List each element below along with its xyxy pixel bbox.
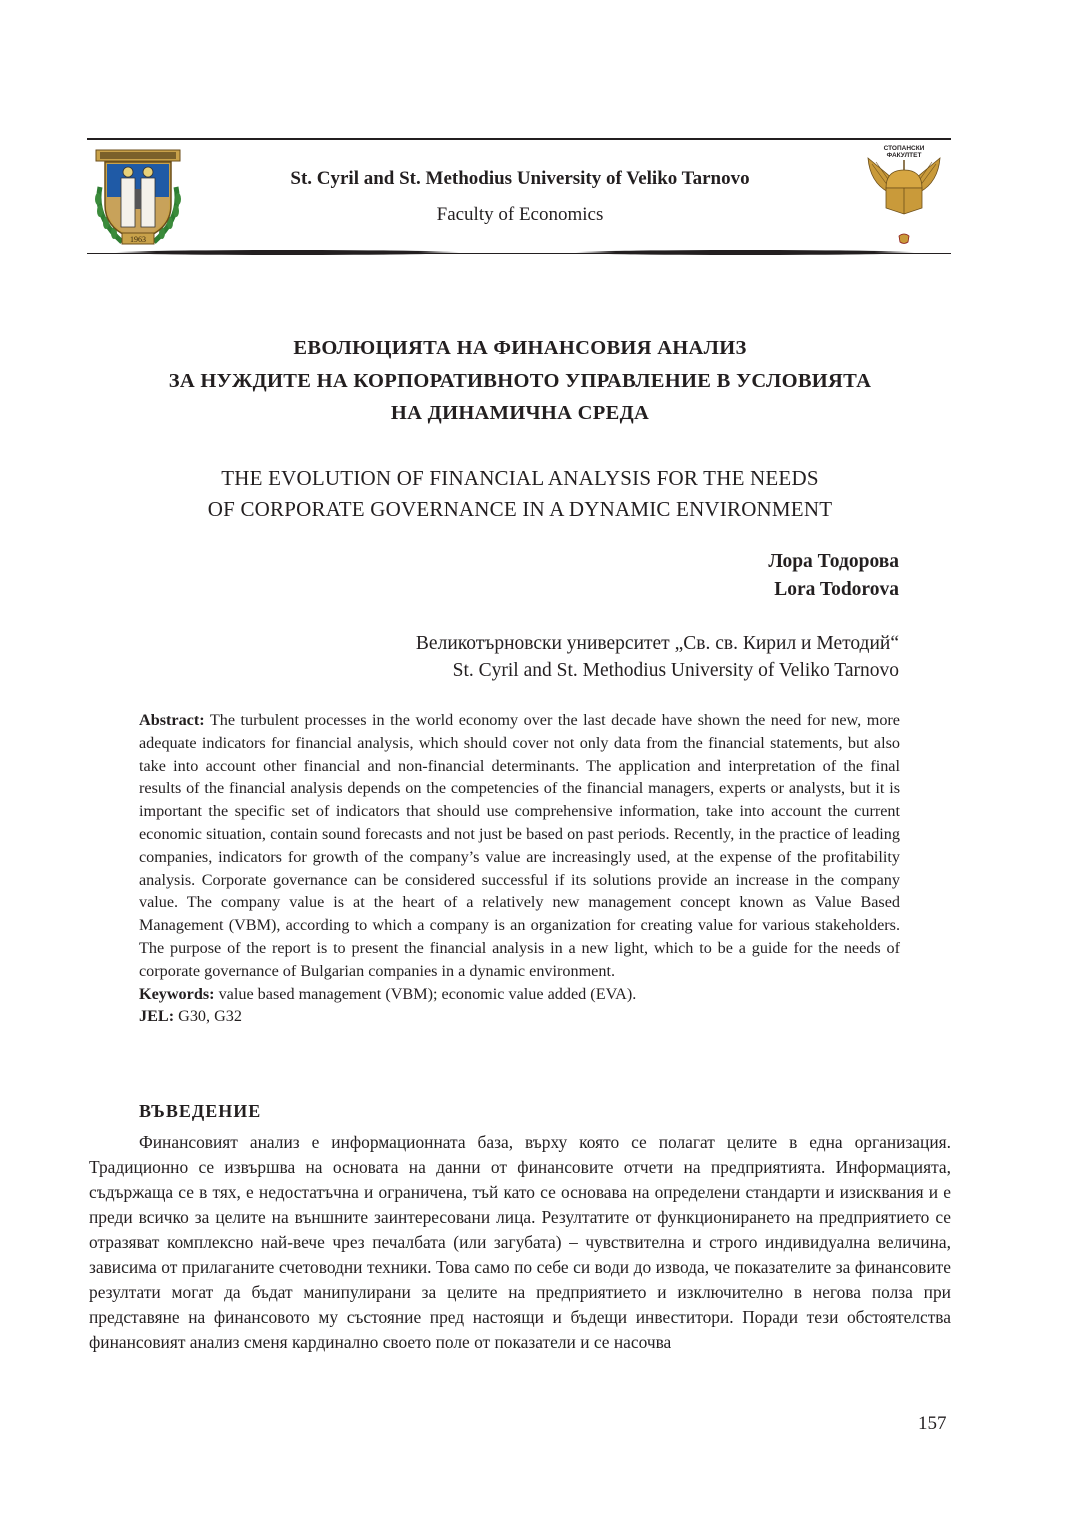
section-heading-introduction: ВЪВЕДЕНИЕ [139,1101,262,1121]
jel-label: JEL: [139,1007,175,1026]
jel-line [139,1005,900,1028]
svg-text:1963: 1963 [130,235,146,244]
author-affiliation-bg: Великотърновски университет „Св. св. Кирил и Методий“ [415,633,899,654]
page-number: 157 [918,1413,947,1434]
faculty-emblem-icon [866,142,942,248]
keywords-text: value based management (VBM); economic value added (EVA). [214,984,637,1003]
abstract-paragraph [139,709,900,983]
keywords-line [139,983,900,1006]
abstract-block [139,709,900,1028]
abstract-text: The turbulent processes in the world economy over the last decade have shown the need for new, more adequate indicators for financial analysis, which should cover not only data from the financial statements, but also take into account other financial and non-financial determinants. The application and interpretation of the final results of the financial analysis depends on the competencies of the financial managers, experts or analysts, but it is important the specific set of indicators that should use comprehensive information, take into account the current economic situation, contain sound forecasts and not just be based on past periods. Recently, in the practice of leading companies, indicators for growth of the company’s value are increasingly used, at the expense of the profitability analysis. Corporate governance can be considered successful if its solutions provide an increase in the company value. The company value is at the heart of a relatively new management concept known as Value Based Management (VBM), according to which a company is an organization for creating value for various stakeholders. The purpose of the report is to present the financial analysis in a new light, which to be a guide for the needs of corporate governance of Bulgarian companies in a dynamic environment. [139,711,900,980]
introduction-paragraph: Финансовият анализ е информационната база, върху която се полагат целите в една организация. Традиционно се извършва на основата на данни от финансовите отчети на предприятията. Информацията, съдържаща се в тях, е недостатъчна и ограничена, тъй като се основава на определени стандарти и изисквания и е преди всичко за целите на външните заинтересовани лица. Резултатите от функционирането на предприятието се отразяват комплексно най-вече чрез печалбата (или загубата) – чувствителна и строго индивидуална величина, зависима от прилаганите счетоводни техники. Това само по себе си води до извода, че показателите за финансовите резултати могат да бъдат манипулирани за целите на предприятието и изключително в негова полза при представяне на финансовото му състояние пред настоящи и бъдещи инвеститори. Поради тези обстоятелства финансовият анализ сменя кардинално своето поле от показатели и се насочва [89,1132,951,1352]
header-faculty-name: Faculty of Economics [436,204,604,225]
paper-title-en-line-2: OF CORPORATE GOVERNANCE IN A DYNAMIC ENVIRONMENT [207,497,833,521]
header-swoosh-left [115,250,460,255]
keywords-label: Keywords: [139,984,215,1003]
author-name-en: Lora Todorova [774,579,899,600]
author-name-bg: Лора Тодорова [768,551,899,572]
jel-text: G30, G32 [174,1007,242,1026]
paper-title-en-line-1: THE EVOLUTION OF FINANCIAL ANALYSIS FOR THE NEEDS [221,466,819,490]
paper-title-bg-line-3: НА ДИНАМИЧНА СРЕДА [390,402,650,424]
svg-text:СТОПАНСКИ: СТОПАНСКИ [883,145,925,152]
university-crest-icon [92,147,184,247]
header-swoosh-right [575,250,915,255]
author-affiliation-en: St. Cyril and St. Methodius University of Veliko Tarnovo [452,660,899,681]
svg-text:ФАКУЛТЕТ: ФАКУЛТЕТ [886,152,922,159]
paper-title-bg-line-1: ЕВОЛЮЦИЯТА НА ФИНАНСОВИЯ АНАЛИЗ [293,337,747,359]
abstract-label: Abstract: [139,711,205,729]
header-university-name: St. Cyril and St. Methodius University of Veliko Tarnovo [290,168,750,189]
paper-title-bg-line-2: ЗА НУЖДИТЕ НА КОРПОРАТИВНОТО УПРАВЛЕНИЕ В УСЛОВИЯТА [168,370,872,392]
header-top-rule [87,138,951,140]
